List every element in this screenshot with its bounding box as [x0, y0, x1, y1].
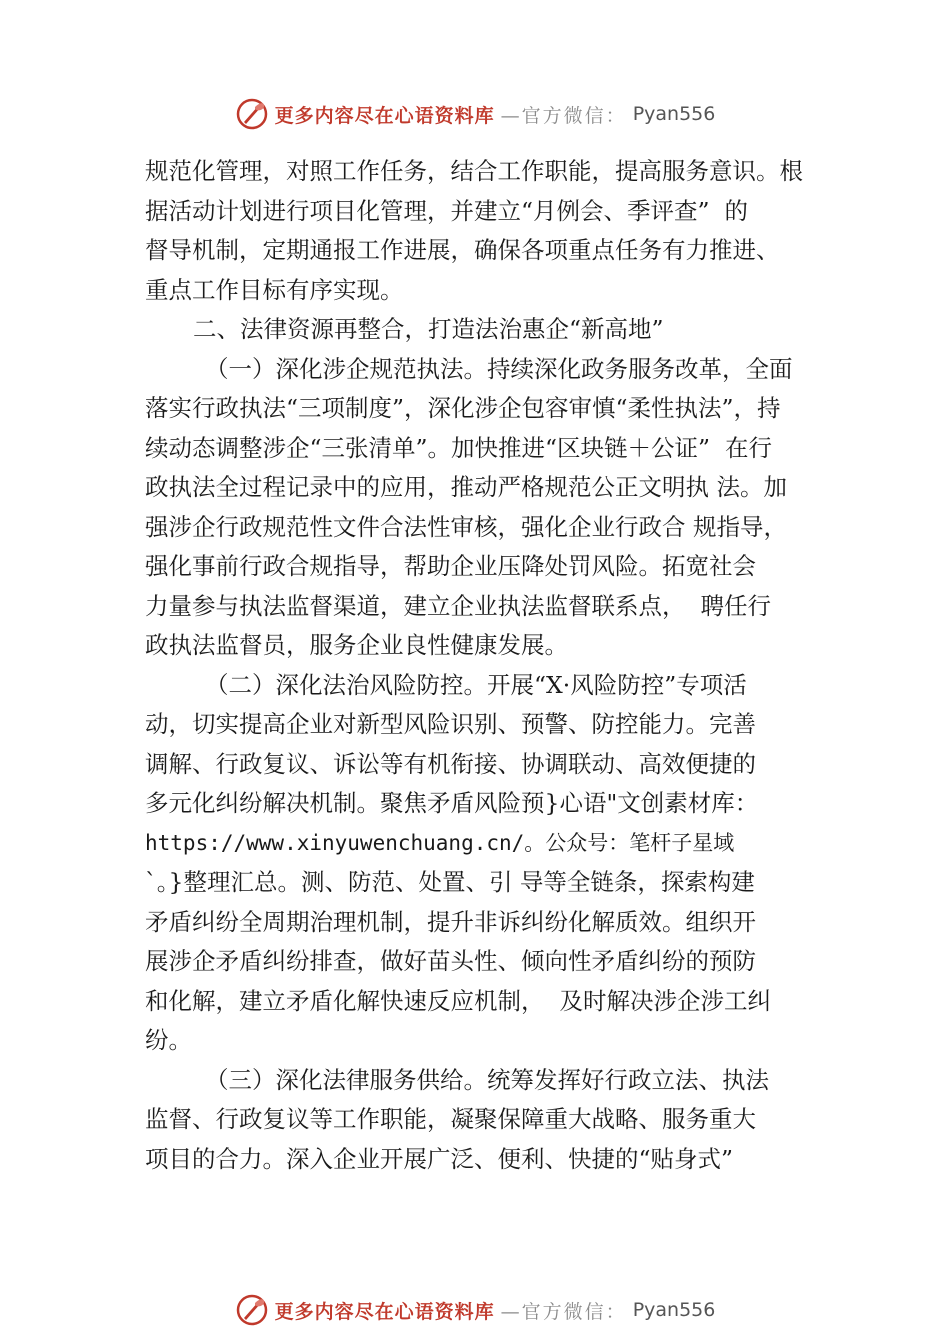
text-line: 督导机制，定期通报工作进展，确保各项重点任务有力推进、 [145, 236, 780, 264]
subsection-heading: （一）深化涉企规范执法。持续深化政务服务改革，全面 [205, 354, 793, 383]
text-line: 多元化纠纷解决机制。聚焦矛盾风险预}心语"文创素材库： [145, 789, 759, 817]
text-line: 续动态调整涉企“三张清单”。加快推进“区块链＋公证” 在行 [145, 433, 772, 462]
text-line: 矛盾纠纷全周期治理机制，提升非诉纠纷化解质效。组织开 [145, 907, 756, 936]
footer-banner-separator: —官方微信： [500, 1300, 627, 1323]
text-line: 监督、行政复议等工作职能，凝聚保障重大战略、服务重大 [145, 1105, 756, 1133]
header-banner-separator: —官方微信： [500, 104, 627, 127]
text-line: 政执法监督员，服务企业良性健康发展。 [145, 631, 568, 659]
text-line: 重点工作目标有序实现。 [145, 275, 404, 304]
header-banner [0, 94, 950, 134]
text-line: 强化事前行政合规指导，帮助企业压降处罚风险。拓宽社会 [145, 552, 756, 580]
text-line: 政执法全过程记录中的应用，推动严格规范公正文明执 法。加 [145, 473, 787, 501]
text-line: 展涉企矛盾纠纷排查，做好苗头性、倾向性矛盾纠纷的预防 [145, 947, 756, 975]
section-heading: 二、法律资源再整合，打造法治惠企“新高地” [193, 315, 664, 343]
text-line: 和化解，建立矛盾化解快速反应机制， 及时解决涉企涉工纠 [145, 986, 771, 1015]
text-line: 规范化管理，对照工作任务，结合工作职能，提高服务意识。根 [145, 157, 803, 185]
footer-banner-text: 更多内容尽在心语资料库 [274, 1300, 495, 1323]
text-line: `。}整理汇总。测、防范、处置、引 导等全链条，探索构建 [145, 868, 755, 896]
header-wechat-id: Pyan556 [632, 103, 716, 125]
text-line: 落实行政执法“三项制度”，深化涉企包容审慎“柔性执法”，持 [145, 394, 781, 422]
subsection-heading: （二）深化法治风险防控。开展“X·风险防控”专项活 [205, 670, 747, 699]
header-banner-text: 更多内容尽在心语资料库 [274, 104, 495, 127]
quill-logo-icon [235, 97, 269, 131]
subsection-heading: （三）深化法律服务供给。统筹发挥好行政立法、执法 [205, 1065, 769, 1094]
text-line: 调解、行政复议、诉讼等有机衔接、协调联动、高效便捷的 [145, 749, 756, 778]
text-line: 强涉企行政规范性文件合法性审核，强化企业行政合 规指导， [145, 512, 787, 541]
quill-logo-icon [235, 1293, 269, 1327]
text-line: 项目的合力。深入企业开展广泛、便利、快捷的“贴身式” [145, 1144, 734, 1173]
text-line: 纷。 [145, 1026, 192, 1054]
text-line: 据活动计划进行项目化管理，并建立“月例会、季评查” 的 [145, 196, 748, 225]
footer-wechat-id: Pyan556 [632, 1299, 716, 1321]
footer-banner [0, 1290, 950, 1330]
text-line: 力量参与执法监督渠道，建立企业执法监督联系点， 聘任行 [145, 591, 771, 620]
document-body [145, 152, 825, 1179]
text-line: 动，切实提高企业对新型风险识别、预警、防控能力。完善 [145, 710, 756, 738]
url-line: https://www.xinyuwenchuang.cn/。公众号：笔杆子星域 [145, 830, 735, 855]
